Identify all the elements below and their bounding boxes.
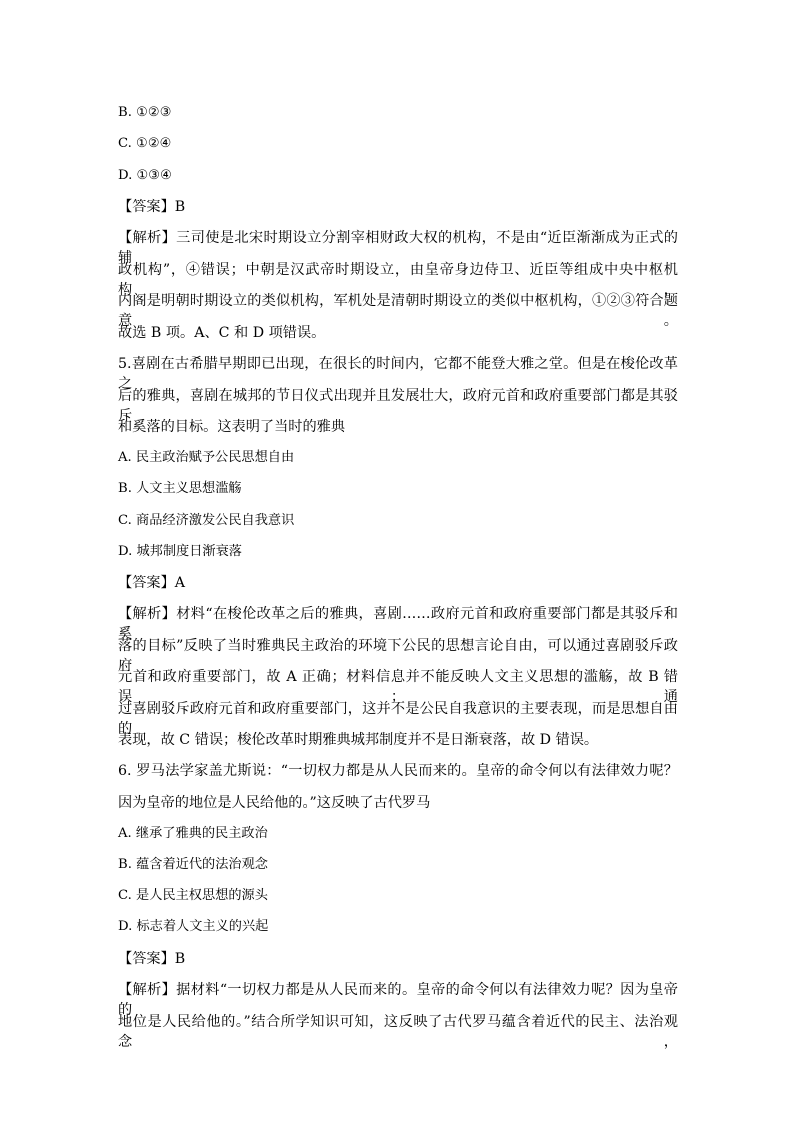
q6-stem xyxy=(118,761,678,824)
q4-answer: 【答案】B xyxy=(118,199,186,215)
q5-analysis-line: 元首和政府重要部门，故 A 正确；材料信息并不能反映人文主义思想的滥觞，故 B 错误；通 xyxy=(118,669,678,705)
q4-option-b: B. ①②③ xyxy=(118,105,172,120)
q4-analysis-line: 政机构”，④错误；中朝是汉武帝时期设立，由皇帝身边侍卫、近臣等组成中央中枢机构， xyxy=(118,261,678,298)
q4-option-c: C. ①②④ xyxy=(118,136,172,151)
q6-analysis xyxy=(118,980,678,1050)
q5-option-a: A. 民主政治赋予公民思想自由 xyxy=(118,450,295,465)
q5-stem-line: 后的雅典，喜剧在城邦的节日仪式出现并且发展壮大，政府元首和政府重要部门都是其驳斥 xyxy=(118,387,678,424)
q5-analysis-line: 过喜剧驳斥政府元首和政府重要部门，这并不是公民自我意识的主要表现，而是思想自由的 xyxy=(118,700,678,737)
q6-stem-line: 6. 罗马法学家盖尤斯说：“一切权力都是从人民而来的。皇帝的命令何以有法律效力呢？ xyxy=(118,763,678,779)
q4-analysis-line: 【解析】三司使是北宋时期设立分割宰相财政大权的机构，不是由“近臣渐渐成为正式的辅 xyxy=(118,230,678,266)
q4-analysis-line: 故选 B 项。A、C 和 D 项错误。 xyxy=(118,324,326,341)
q4-analysis-line: 内阁是明朝时期设立的类似机构，军机处是清朝时期设立的类似中枢机构，①②③符合题意。 xyxy=(118,293,678,329)
q5-analysis-line: 落的目标”反映了当时雅典民主政治的环境下公民的思想言论自由，可以通过喜剧驳斥政府 xyxy=(118,637,678,674)
q5-option-d: D. 城邦制度日渐衰落 xyxy=(118,544,242,559)
q5-option-c: C. 商品经济激发公民自我意识 xyxy=(118,513,295,528)
q5-analysis xyxy=(118,604,678,762)
q5-stem-line: 5.喜剧在古希腊早期即已出现，在很长的时间内，它都不能登大雅之堂。但是在梭伦改革之 xyxy=(118,356,678,392)
q5-stem xyxy=(118,354,678,449)
q6-option-d: D. 标志着人文主义的兴起 xyxy=(118,919,269,934)
q5-stem-line: 和奚落的目标。这表明了当时的雅典 xyxy=(118,419,346,435)
q6-analysis-line: 地位是人民给他的。”结合所学知识可知，这反映了古代罗马蕴含着近代的民主、法治观念， xyxy=(118,1013,678,1050)
q5-analysis-line: 表现，故 C 错误；梭伦改革时期雅典城邦制度并不是日渐衰落，故 D 错误。 xyxy=(118,732,599,748)
q4-analysis xyxy=(118,228,678,354)
q5-option-b: B. 人文主义思想滥觞 xyxy=(118,481,242,496)
q6-option-c: C. 是人民主权思想的源头 xyxy=(118,888,268,903)
q6-answer: 【答案】B xyxy=(118,951,186,967)
q6-option-a: A. 继承了雅典的民主政治 xyxy=(118,826,268,841)
q6-stem-line: 因为皇帝的地位是人民给他的。”这反映了古代罗马 xyxy=(118,794,431,811)
q6-option-b: B. 蕴含着近代的法治观念 xyxy=(118,857,268,872)
q6-analysis-line: 【解析】据材料“一切权力都是从人民而来的。皇帝的命令何以有法律效力呢？因为皇帝的 xyxy=(118,982,678,1018)
q5-answer: 【答案】A xyxy=(118,575,185,591)
q4-option-d: D. ①③④ xyxy=(118,168,172,183)
q5-analysis-line: 【解析】材料“在梭伦改革之后的雅典，喜剧……政府元首和政府重要部门都是其驳斥和奚 xyxy=(118,606,678,642)
